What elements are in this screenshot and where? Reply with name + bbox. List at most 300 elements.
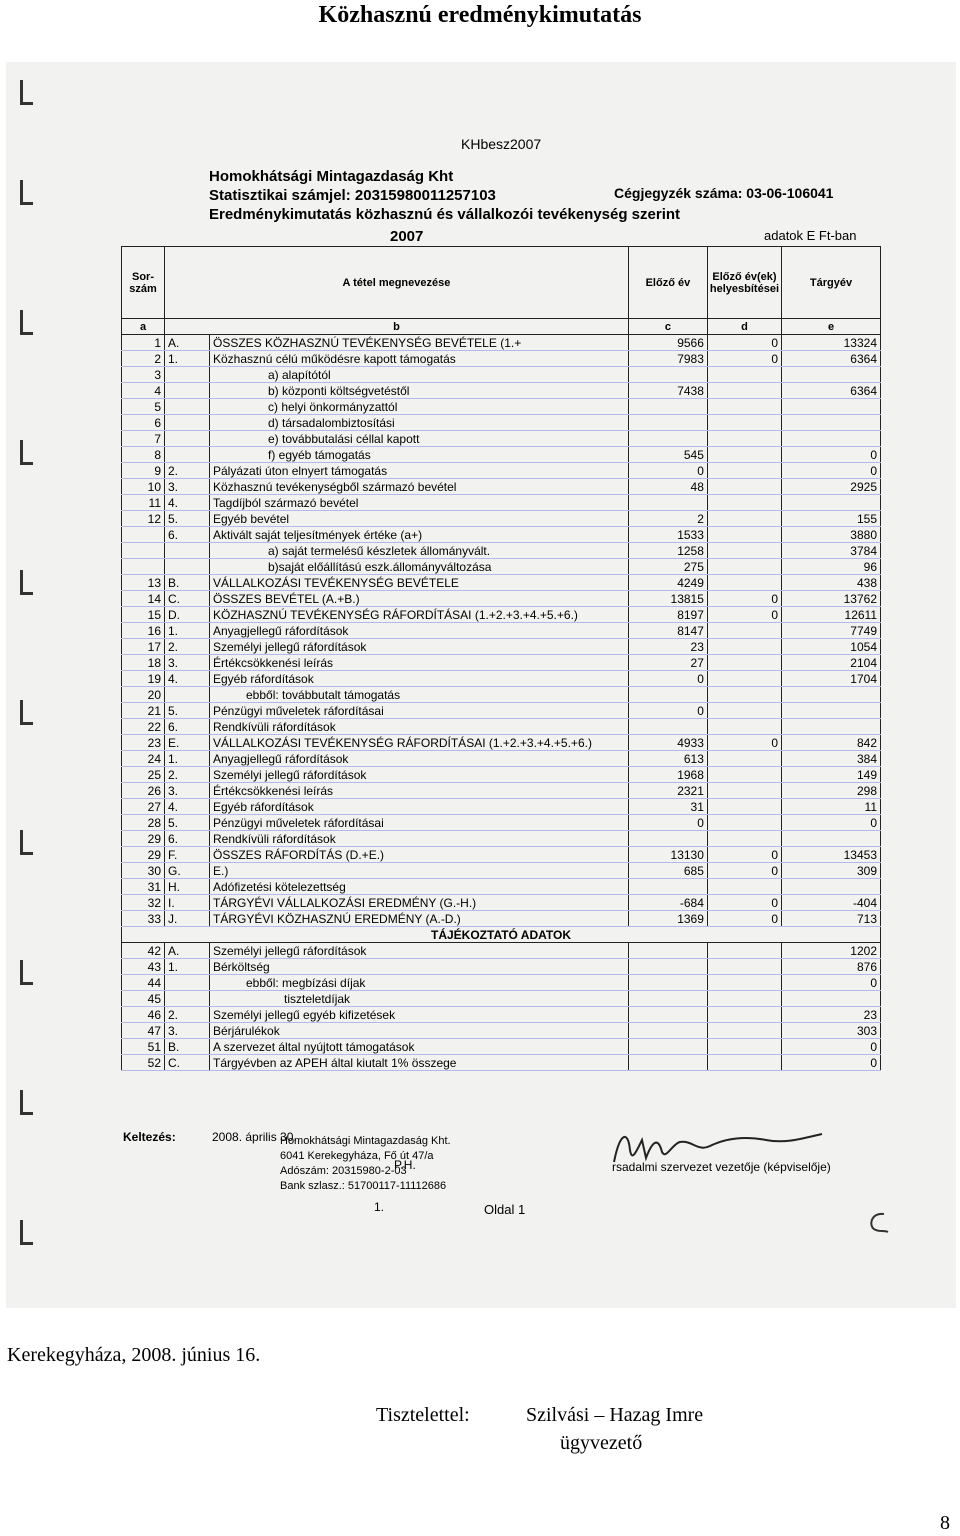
table-row (122, 591, 881, 607)
row-number: 31 (122, 879, 165, 895)
table-row (122, 991, 881, 1007)
table-row (122, 479, 881, 495)
correction-value: 0 (707, 847, 781, 863)
row-number: 15 (122, 607, 165, 623)
row-number: 32 (122, 895, 165, 911)
prev-year-value: 613 (628, 751, 707, 767)
col-header-corr: Előző év(ek) helyesbítései (707, 247, 781, 319)
table-row (122, 799, 881, 815)
correction-value (707, 767, 781, 783)
table-row (122, 639, 881, 655)
row-number: 46 (122, 1007, 165, 1023)
row-letter: A. (165, 943, 210, 959)
current-year-value (782, 367, 881, 383)
current-year-value (782, 687, 881, 703)
correction-value (707, 559, 781, 575)
row-number: 9 (122, 463, 165, 479)
table-row (122, 1039, 881, 1055)
correction-value (707, 511, 781, 527)
row-number: 29 (122, 831, 165, 847)
table-row (122, 719, 881, 735)
row-label: VÁLLALKOZÁSI TEVÉKENYSÉG RÁFORDÍTÁSAI (1.+2.+3.+4.+5.+6.) (210, 735, 629, 751)
table-row (122, 335, 881, 351)
correction-value (707, 1023, 781, 1039)
correction-value (707, 447, 781, 463)
table-row (122, 895, 881, 911)
correction-value (707, 1007, 781, 1023)
table-row (122, 815, 881, 831)
table-row (122, 831, 881, 847)
correction-value (707, 399, 781, 415)
info-section-header: TÁJÉKOZTATÓ ADATOK (122, 927, 881, 943)
table-row (122, 607, 881, 623)
table-row (122, 687, 881, 703)
binder-mark (20, 700, 33, 725)
row-letter: 3. (165, 655, 210, 671)
row-number: 11 (122, 495, 165, 511)
current-year-value: 713 (782, 911, 881, 927)
prev-year-value: 7438 (628, 383, 707, 399)
row-label: A szervezet által nyújtott támogatások (210, 1039, 629, 1055)
prev-year-value (628, 975, 707, 991)
prev-year-value: 2 (628, 511, 707, 527)
correction-value (707, 623, 781, 639)
row-label: TÁRGYÉVI KÖZHASZNÚ EREDMÉNY (A.-D.) (210, 911, 629, 927)
table-row (122, 735, 881, 751)
correction-value (707, 703, 781, 719)
correction-value (707, 815, 781, 831)
prev-year-value: 27 (628, 655, 707, 671)
small-number: 1. (374, 1200, 385, 1214)
row-letter (165, 447, 210, 463)
table-row (122, 975, 881, 991)
correction-value (707, 479, 781, 495)
row-number: 27 (122, 799, 165, 815)
current-year-value: 1054 (782, 639, 881, 655)
row-label: a) saját termelésű készletek állományvált. (210, 543, 629, 559)
correction-value (707, 1039, 781, 1055)
row-number: 52 (122, 1055, 165, 1071)
current-year-value: 11 (782, 799, 881, 815)
row-number: 20 (122, 687, 165, 703)
row-letter: 2. (165, 463, 210, 479)
row-number: 25 (122, 767, 165, 783)
row-number: 23 (122, 735, 165, 751)
row-label: Értékcsökkenési leírás (210, 655, 629, 671)
correction-value: 0 (707, 351, 781, 367)
table-row (122, 655, 881, 671)
page-label: Oldal 1 (484, 1202, 526, 1217)
row-letter: B. (165, 1039, 210, 1055)
correction-value (707, 975, 781, 991)
row-number: 13 (122, 575, 165, 591)
table-row (122, 911, 881, 927)
table-row (122, 527, 881, 543)
current-year-value: 1202 (782, 943, 881, 959)
income-statement-table (121, 246, 881, 1071)
prev-year-value: 13815 (628, 591, 707, 607)
current-year-value: 155 (782, 511, 881, 527)
correction-value (707, 799, 781, 815)
row-label: Egyéb bevétel (210, 511, 629, 527)
row-number: 26 (122, 783, 165, 799)
row-label: Személyi jellegű ráfordítások (210, 943, 629, 959)
row-number: 7 (122, 431, 165, 447)
binder-mark (20, 960, 33, 985)
row-label: Közhasznú célú működésre kapott támogatás (210, 351, 629, 367)
correction-value (707, 367, 781, 383)
prev-year-value: 2321 (628, 783, 707, 799)
row-number: 29 (122, 847, 165, 863)
current-year-value: 2104 (782, 655, 881, 671)
prev-year-value: 275 (628, 559, 707, 575)
row-number: 10 (122, 479, 165, 495)
row-letter: 2. (165, 767, 210, 783)
prev-year-value: 8197 (628, 607, 707, 623)
current-year-value: 0 (782, 1055, 881, 1071)
correction-value (707, 655, 781, 671)
stamp-line: Adószám: 20315980-2-03 (280, 1165, 407, 1177)
row-number: 44 (122, 975, 165, 991)
table-row (122, 671, 881, 687)
row-number: 12 (122, 511, 165, 527)
col-letter: a (122, 319, 165, 335)
correction-value (707, 671, 781, 687)
prev-year-value: 1258 (628, 543, 707, 559)
unit-note: adatok E Ft-ban (764, 228, 857, 243)
current-year-value (782, 703, 881, 719)
row-letter: 1. (165, 623, 210, 639)
row-number (122, 559, 165, 575)
current-year-value: 2925 (782, 479, 881, 495)
row-label: Egyéb ráfordítások (210, 799, 629, 815)
row-letter (165, 399, 210, 415)
table-row (122, 495, 881, 511)
current-year-value: 438 (782, 575, 881, 591)
col-header-prev: Előző év (628, 247, 707, 319)
row-label: b) központi költségvetéstől (210, 383, 629, 399)
signer-role: ügyvezető (560, 1432, 643, 1454)
table-row (122, 943, 881, 959)
table-row (122, 383, 881, 399)
row-label: Pénzügyi műveletek ráfordításai (210, 815, 629, 831)
stamp-line: 6041 Kerekegyháza, Fő út 47/a (280, 1150, 434, 1162)
binder-mark (20, 180, 33, 205)
signature (606, 1122, 836, 1172)
scanned-form (6, 62, 956, 1308)
correction-value (707, 783, 781, 799)
registration-number: Cégjegyzék száma: 03-06-106041 (614, 185, 834, 201)
row-number (122, 543, 165, 559)
row-number (122, 527, 165, 543)
binder-mark (20, 1220, 33, 1245)
page-number: 8 (940, 1512, 950, 1534)
current-year-value: 0 (782, 815, 881, 831)
row-number: 4 (122, 383, 165, 399)
row-number: 42 (122, 943, 165, 959)
current-year-value: 309 (782, 863, 881, 879)
table-row (122, 959, 881, 975)
row-label: TÁRGYÉVI VÁLLALKOZÁSI EREDMÉNY (G.-H.) (210, 895, 629, 911)
row-letter: I. (165, 895, 210, 911)
prev-year-value: 9566 (628, 335, 707, 351)
row-number: 43 (122, 959, 165, 975)
col-header-cur: Tárgyév (782, 247, 881, 319)
col-letter: c (628, 319, 707, 335)
row-letter: 6. (165, 831, 210, 847)
row-label: Személyi jellegű ráfordítások (210, 767, 629, 783)
table-row (122, 367, 881, 383)
date-label: Keltezés: (123, 1130, 176, 1144)
regards-text: Tisztelettel: (376, 1404, 470, 1426)
row-number: 33 (122, 911, 165, 927)
prev-year-value (628, 959, 707, 975)
row-letter: J. (165, 911, 210, 927)
table-row (122, 431, 881, 447)
row-letter: 3. (165, 479, 210, 495)
current-year-value: 1704 (782, 671, 881, 687)
report-title: Eredménykimutatás közhasznú és vállalkozói tevékenység szerint (209, 206, 681, 223)
row-letter: 5. (165, 703, 210, 719)
row-letter (165, 431, 210, 447)
table-row (122, 351, 881, 367)
signer-name: Szilvási – Hazag Imre (526, 1404, 704, 1426)
prev-year-value: 0 (628, 815, 707, 831)
row-letter: H. (165, 879, 210, 895)
correction-value: 0 (707, 735, 781, 751)
correction-value: 0 (707, 911, 781, 927)
table-row (122, 767, 881, 783)
correction-value (707, 575, 781, 591)
row-label: Értékcsökkenési leírás (210, 783, 629, 799)
row-letter: A. (165, 335, 210, 351)
org-name: Homokhátsági Mintagazdaság Kht (209, 168, 454, 185)
row-label: Egyéb ráfordítások (210, 671, 629, 687)
current-year-value: 0 (782, 975, 881, 991)
current-year-value (782, 431, 881, 447)
ph-mark: P.H. (394, 1158, 416, 1172)
col-header-sn: Sor-szám (122, 247, 165, 319)
date-value: 2008. április 30. (212, 1130, 297, 1144)
row-number: 14 (122, 591, 165, 607)
row-letter: E. (165, 735, 210, 751)
row-letter: C. (165, 591, 210, 607)
current-year-value: 876 (782, 959, 881, 975)
table-row (122, 511, 881, 527)
prev-year-value: 0 (628, 703, 707, 719)
prev-year-value: 685 (628, 863, 707, 879)
row-label: c) helyi önkormányzattól (210, 399, 629, 415)
prev-year-value: 4249 (628, 575, 707, 591)
prev-year-value (628, 1039, 707, 1055)
current-year-value: 0 (782, 463, 881, 479)
prev-year-value: 48 (628, 479, 707, 495)
row-number: 1 (122, 335, 165, 351)
prev-year-value: 1968 (628, 767, 707, 783)
correction-value (707, 959, 781, 975)
correction-value (707, 431, 781, 447)
row-number: 2 (122, 351, 165, 367)
row-label: Anyagjellegű ráfordítások (210, 623, 629, 639)
current-year-value: 842 (782, 735, 881, 751)
row-label: Aktivált saját teljesítmények értéke (a+) (210, 527, 629, 543)
prev-year-value: 8147 (628, 623, 707, 639)
row-letter (165, 415, 210, 431)
row-number: 21 (122, 703, 165, 719)
row-label: Közhasznú tevékenységből származó bevétel (210, 479, 629, 495)
table-row (122, 879, 881, 895)
correction-value: 0 (707, 591, 781, 607)
prev-year-value (628, 719, 707, 735)
current-year-value: 23 (782, 1007, 881, 1023)
prev-year-value (628, 831, 707, 847)
correction-value (707, 943, 781, 959)
current-year-value (782, 399, 881, 415)
current-year-value: 3784 (782, 543, 881, 559)
row-number: 8 (122, 447, 165, 463)
correction-value: 0 (707, 895, 781, 911)
table-row (122, 863, 881, 879)
current-year-value: 6364 (782, 383, 881, 399)
prev-year-value: 23 (628, 639, 707, 655)
current-year-value (782, 831, 881, 847)
row-letter: 2. (165, 1007, 210, 1023)
correction-value (707, 415, 781, 431)
prev-year-value (628, 367, 707, 383)
correction-value (707, 719, 781, 735)
table-row (122, 543, 881, 559)
row-number: 45 (122, 991, 165, 1007)
stamp-line: Bank szlasz.: 51700117-11112686 (280, 1180, 447, 1192)
correction-value: 0 (707, 607, 781, 623)
current-year-value: 384 (782, 751, 881, 767)
row-letter: B. (165, 575, 210, 591)
row-number: 51 (122, 1039, 165, 1055)
row-label: b)saját előállítású eszk.állományváltozása (210, 559, 629, 575)
row-number: 19 (122, 671, 165, 687)
row-label: Anyagjellegű ráfordítások (210, 751, 629, 767)
correction-value (707, 495, 781, 511)
correction-value (707, 1055, 781, 1071)
row-letter: 1. (165, 751, 210, 767)
row-label: ebből: továbbutalt támogatás (210, 687, 629, 703)
row-number: 6 (122, 415, 165, 431)
col-letter: b (165, 319, 629, 335)
row-letter (165, 559, 210, 575)
col-letter: d (707, 319, 781, 335)
row-letter: 6. (165, 719, 210, 735)
row-number: 3 (122, 367, 165, 383)
table-row (122, 623, 881, 639)
correction-value (707, 543, 781, 559)
row-label: Személyi jellegű egyéb kifizetések (210, 1007, 629, 1023)
table-row (122, 399, 881, 415)
correction-value: 0 (707, 335, 781, 351)
row-letter: 3. (165, 1023, 210, 1039)
table-row (122, 1007, 881, 1023)
current-year-value (782, 879, 881, 895)
current-year-value (782, 415, 881, 431)
row-number: 18 (122, 655, 165, 671)
row-letter (165, 991, 210, 1007)
prev-year-value (628, 415, 707, 431)
current-year-value: 13324 (782, 335, 881, 351)
prev-year-value (628, 879, 707, 895)
row-label: f) egyéb támogatás (210, 447, 629, 463)
current-year-value (782, 719, 881, 735)
row-label: ÖSSZES RÁFORDÍTÁS (D.+E.) (210, 847, 629, 863)
row-letter (165, 543, 210, 559)
current-year-value: 7749 (782, 623, 881, 639)
prev-year-value (628, 495, 707, 511)
row-label: Tárgyévben az APEH által kiutalt 1% összege (210, 1055, 629, 1071)
prev-year-value: -684 (628, 895, 707, 911)
correction-value (707, 639, 781, 655)
prev-year-value: 13130 (628, 847, 707, 863)
row-letter: D. (165, 607, 210, 623)
row-label: Bérköltség (210, 959, 629, 975)
row-label: tiszteletdíjak (210, 991, 629, 1007)
prev-year-value (628, 943, 707, 959)
correction-value (707, 527, 781, 543)
row-number: 5 (122, 399, 165, 415)
row-letter: 2. (165, 639, 210, 655)
prev-year-value (628, 431, 707, 447)
row-letter: 4. (165, 799, 210, 815)
row-letter: 4. (165, 671, 210, 687)
row-letter: 5. (165, 815, 210, 831)
row-label: e) továbbutalási céllal kapott (210, 431, 629, 447)
row-label: Rendkívüli ráfordítások (210, 831, 629, 847)
row-number: 22 (122, 719, 165, 735)
binder-mark (20, 440, 33, 465)
correction-value (707, 831, 781, 847)
current-year-value: 6364 (782, 351, 881, 367)
stat-id: Statisztikai számjel: 20315980011257103 (209, 187, 496, 204)
col-letter: e (782, 319, 881, 335)
row-number: 28 (122, 815, 165, 831)
table-row (122, 1055, 881, 1071)
current-year-value: 12611 (782, 607, 881, 623)
current-year-value: 0 (782, 1039, 881, 1055)
current-year-value: 96 (782, 559, 881, 575)
correction-value (707, 463, 781, 479)
row-number: 24 (122, 751, 165, 767)
row-label: a) alapítótól (210, 367, 629, 383)
prev-year-value: 7983 (628, 351, 707, 367)
current-year-value: 0 (782, 447, 881, 463)
stamp-line: Homokhátsági Mintagazdaság Kht. (280, 1135, 451, 1147)
table-row (122, 415, 881, 431)
current-year-value: 3880 (782, 527, 881, 543)
current-year-value: 149 (782, 767, 881, 783)
prev-year-value (628, 1055, 707, 1071)
row-label: Tagdíjból származó bevétel (210, 495, 629, 511)
table-row (122, 751, 881, 767)
col-header-item: A tétel megnevezése (165, 247, 629, 319)
row-label: Pályázati úton elnyert támogatás (210, 463, 629, 479)
row-number: 30 (122, 863, 165, 879)
current-year-value: 13762 (782, 591, 881, 607)
row-label: KÖZHASZNÚ TEVÉKENYSÉG RÁFORDÍTÁSAI (1.+2.+3.+4.+5.+6.) (210, 607, 629, 623)
prev-year-value: 1369 (628, 911, 707, 927)
prev-year-value: 31 (628, 799, 707, 815)
binder-mark (20, 80, 33, 105)
row-letter: 5. (165, 511, 210, 527)
current-year-value: 303 (782, 1023, 881, 1039)
report-year: 2007 (390, 228, 424, 245)
prev-year-value (628, 991, 707, 1007)
